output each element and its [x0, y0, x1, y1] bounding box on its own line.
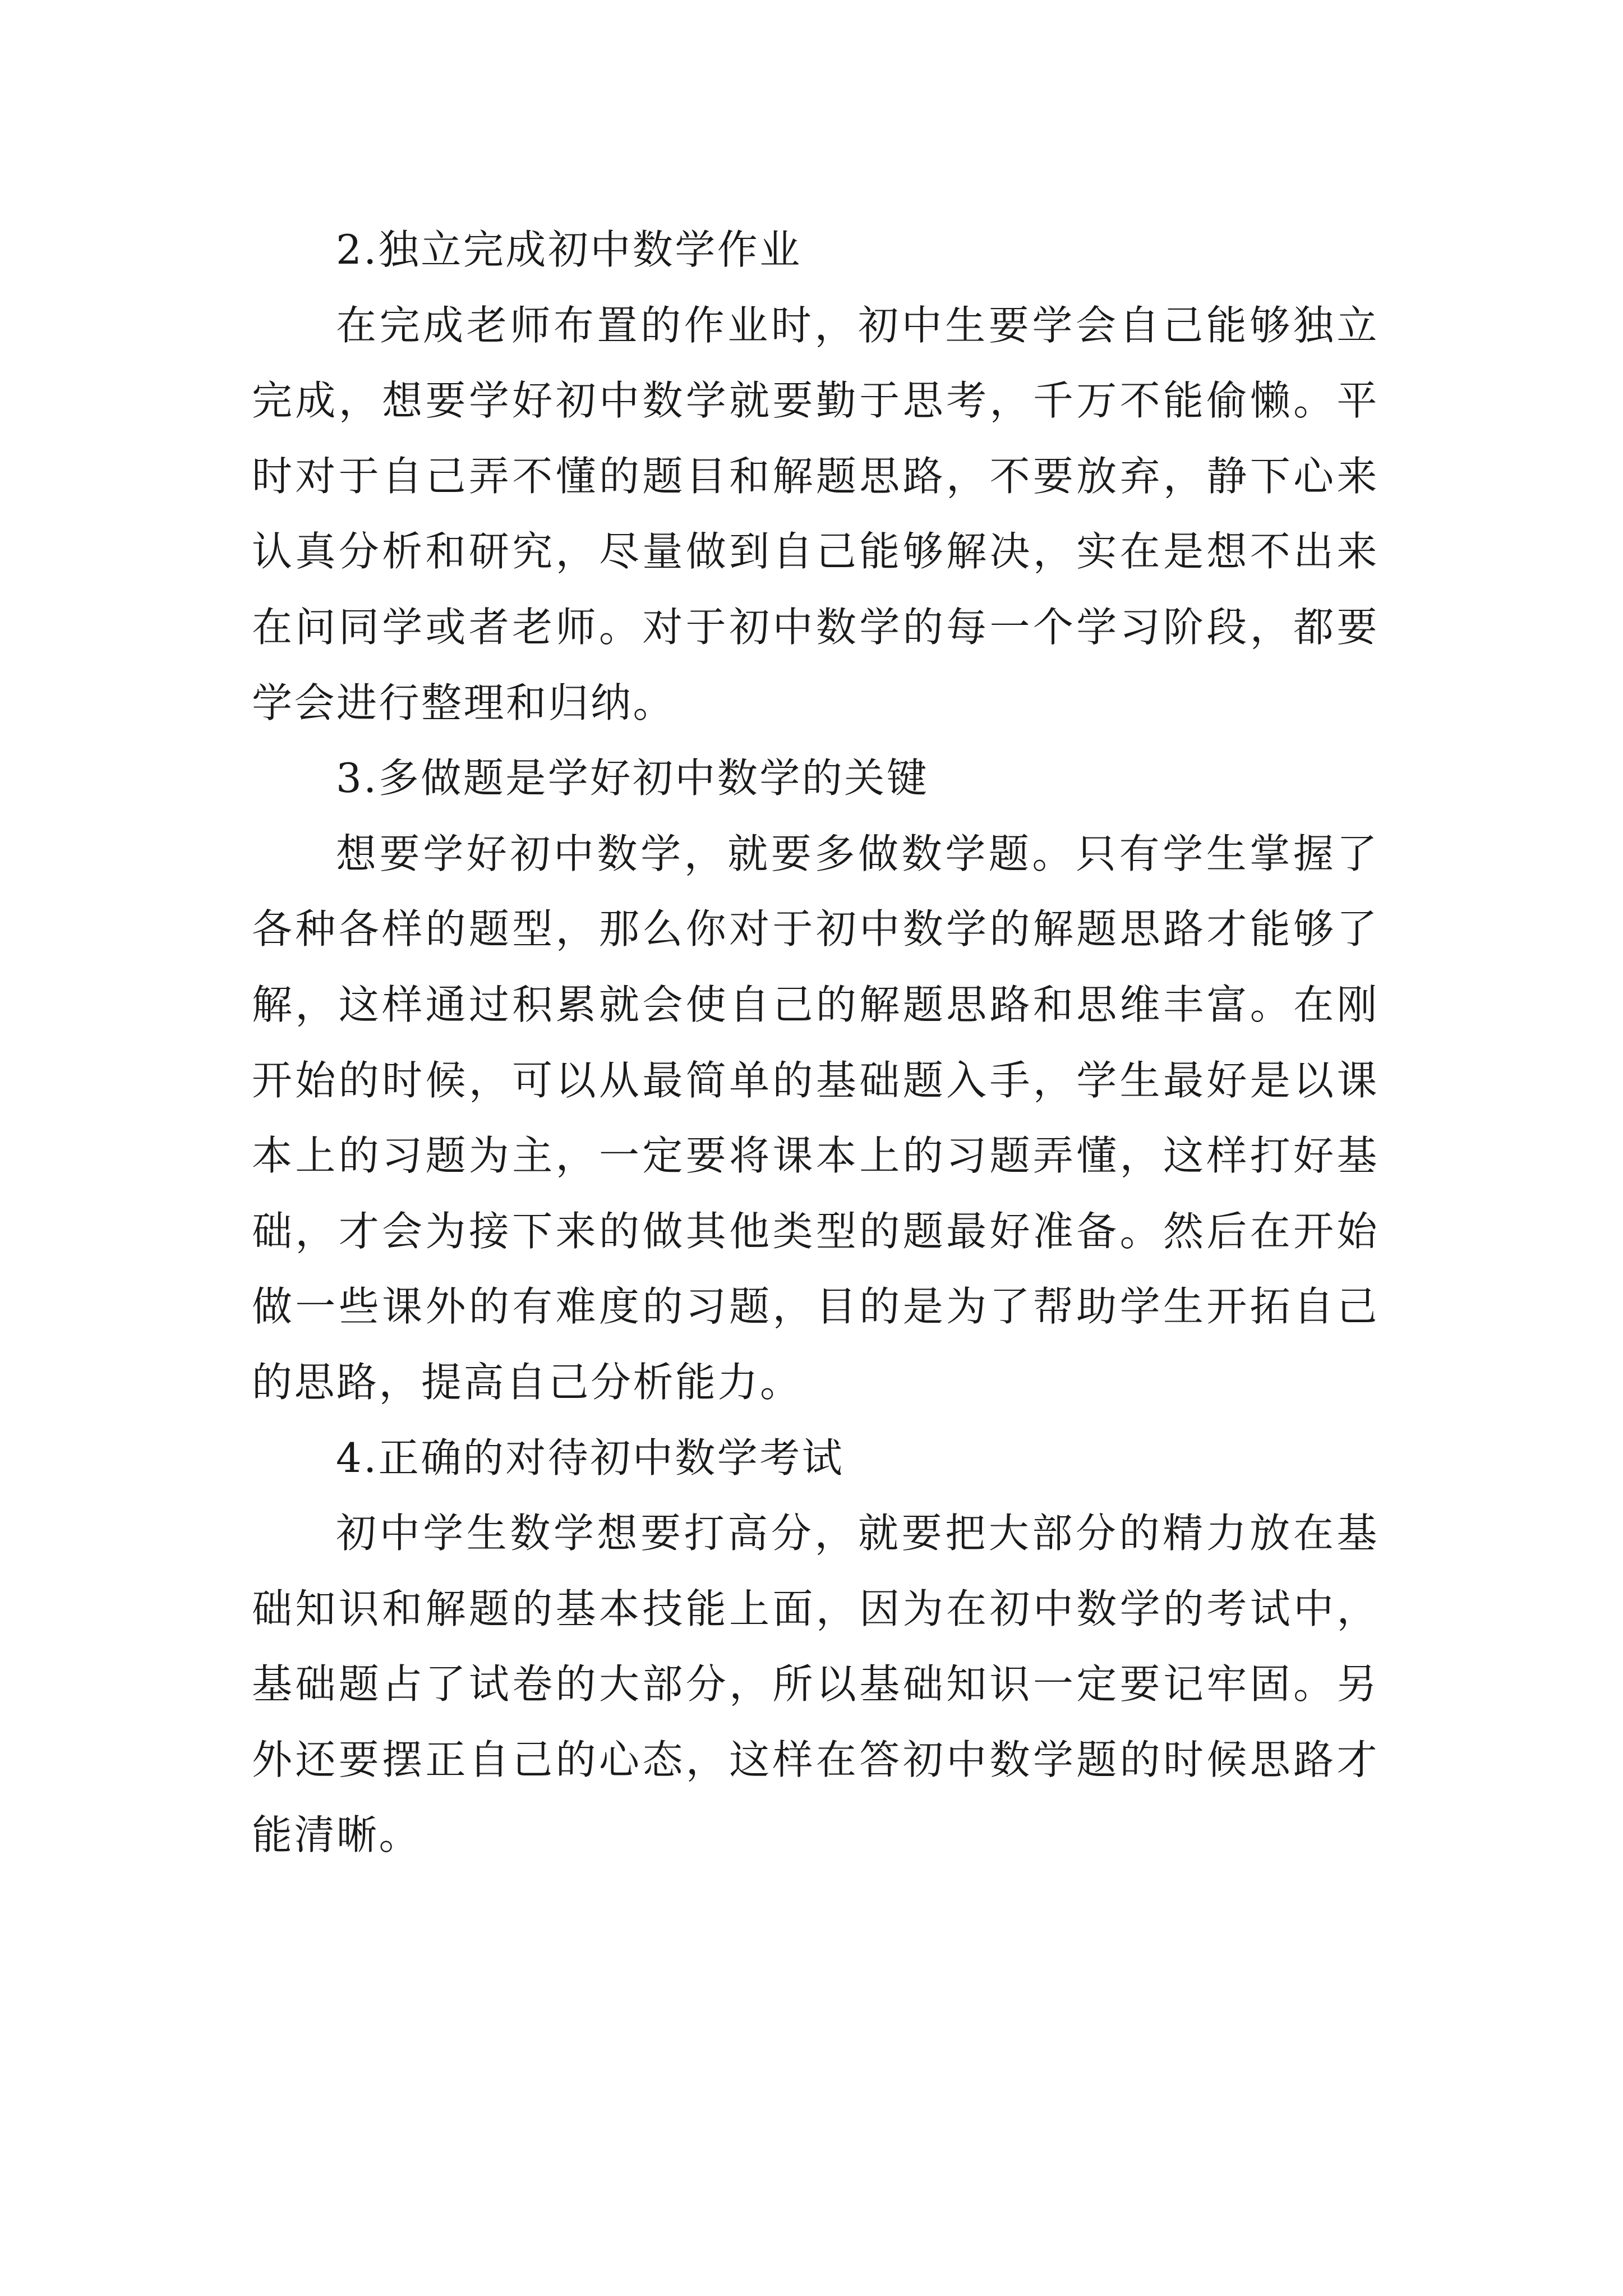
paragraph-exam: 初中学生数学想要打高分，就要把大部分的精力放在基础知识和解题的基本技能上面，因为在初中数学的考试中，基础题占了试卷的大部分，所以基础知识一定要记牢固。另外还要摆正自己的心态，这样在答初中数学题的时候思路才能清晰。 — [252, 1510, 1379, 1859]
section-heading-2: 2.独立完成初中数学作业 — [336, 226, 802, 273]
paragraph-homework: 在完成老师布置的作业时，初中生要学会自己能够独立完成，想要学好初中数学就要勤于思考，千万不能偷懒。平时对于自己弄不懂的题目和解题思路，不要放弃，静下心来认真分析和研究，尽量做到自己能够解决，实在是想不出来在问同学或者老师。对于初中数学的每一个学习阶段，都要学会进行整理和归纳。 — [252, 301, 1379, 726]
section-heading-3: 3.多做题是学好初中数学的关键 — [336, 754, 929, 802]
paragraph-practice: 想要学好初中数学，就要多做数学题。只有学生掌握了各种各样的题型，那么你对于初中数学的解题思路才能够了解，这样通过积累就会使自己的解题思路和思维丰富。在刚开始的时候，可以从最简单的基础题入手，学生最好是以课本上的习题为主，一定要将课本上的习题弄懂，这样打好基础，才会为接下来的做其他类型的题最好准备。然后在开始做一些课外的有难度的习题，目的是为了帮助学生开拓自己的思路，提高自己分析能力。 — [252, 830, 1379, 1406]
document-body — [252, 212, 1379, 1873]
section-heading-4: 4.正确的对待初中数学考试 — [336, 1434, 845, 1481]
